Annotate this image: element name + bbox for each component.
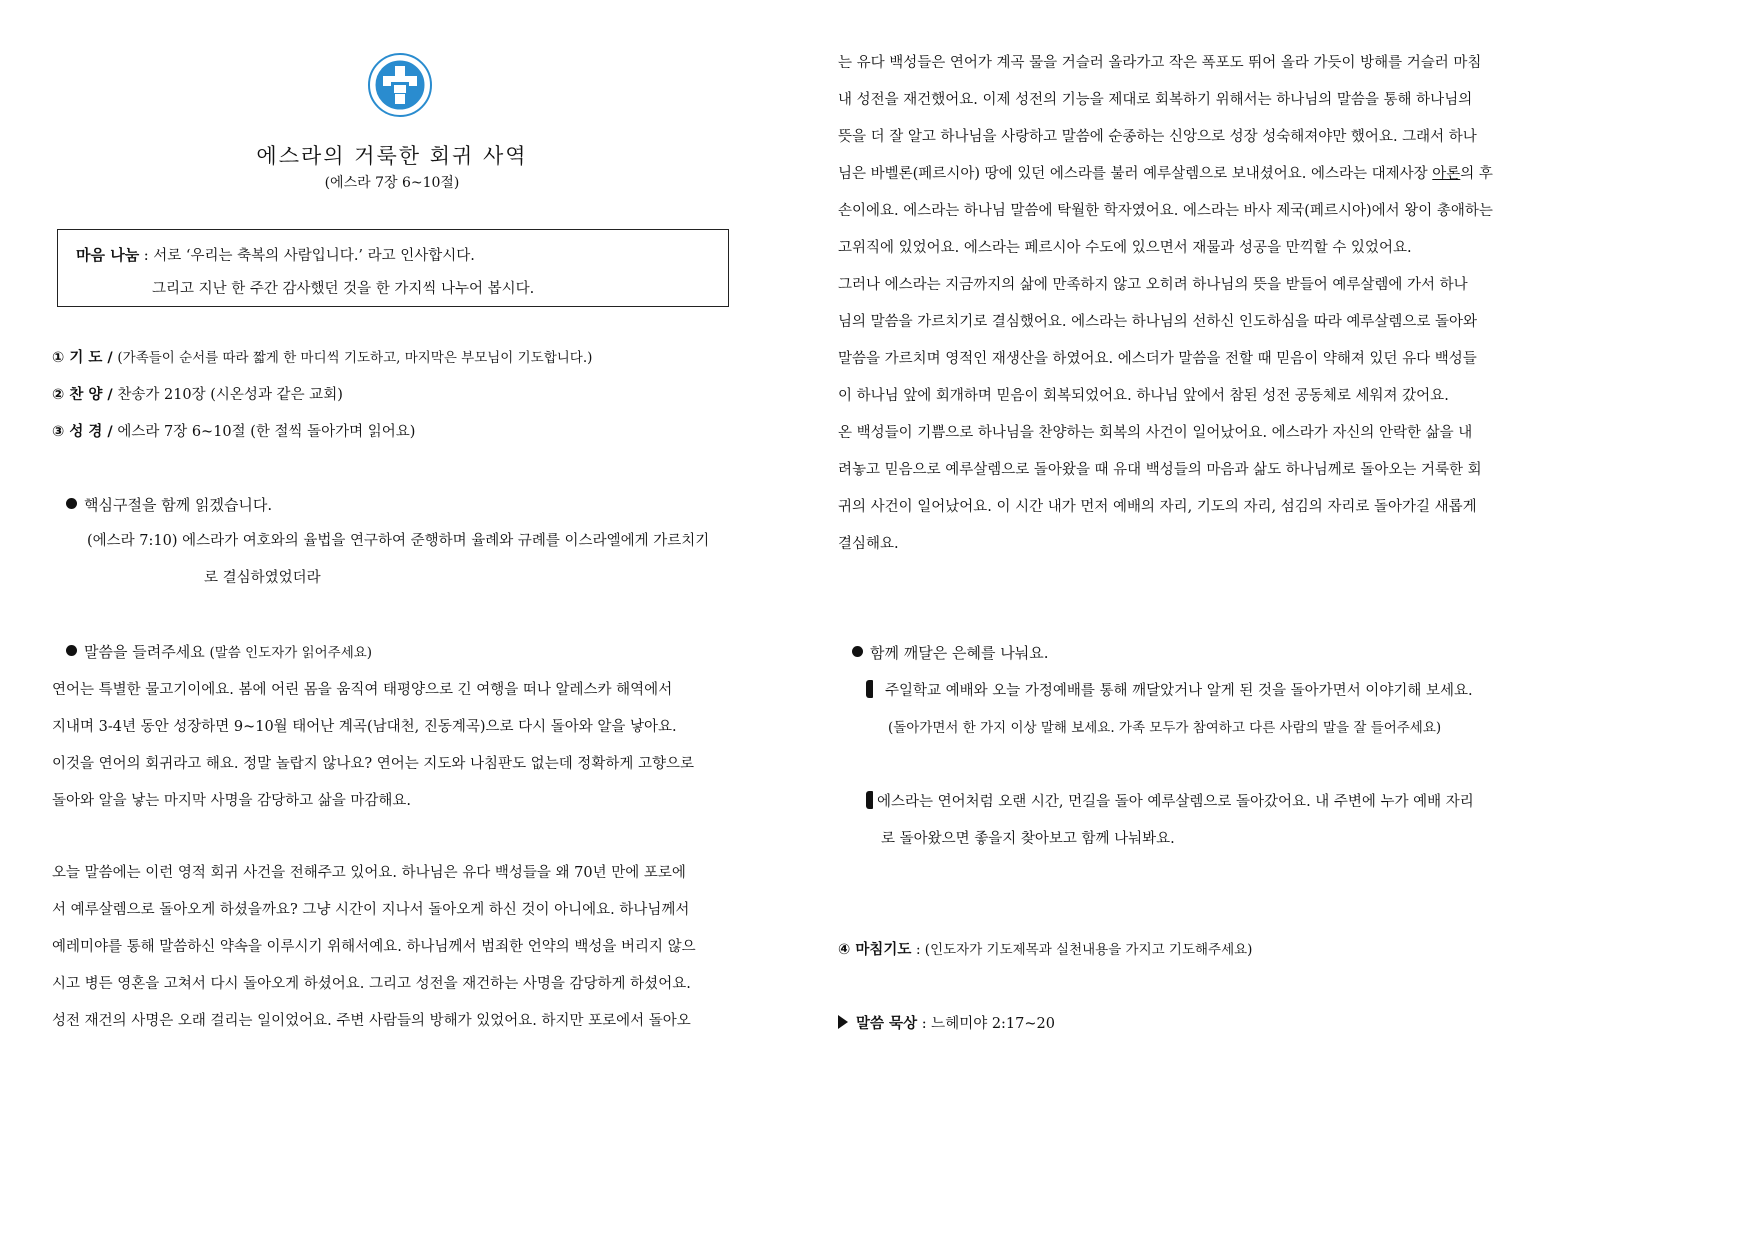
text-line: 이 하나님 앞에 회개하며 믿음이 회복되었어요. 하나님 앞에서 참된 성전 공동체로 세워져 갔어요. xyxy=(838,388,1449,404)
sermon-para-1 xyxy=(52,672,732,820)
key-verse-line-2: 로 결심하였었더라 xyxy=(204,570,321,586)
page-title: 에스라의 거룩한 회귀 사역 xyxy=(256,144,528,168)
text-line-part: 님은 바벨론(페르시아) 땅에 있던 에스라를 불러 예루살렘으로 보내셨어요. 에스라는 대제사장 xyxy=(838,166,1428,182)
grace-heading-text: 함께 깨달은 은혜를 나눠요. xyxy=(870,644,1049,662)
text-line: 님의 말씀을 가르치기로 결심했어요. 에스라는 하나님의 선하신 인도하심을 따라 예루살렘으로 돌아와 xyxy=(838,314,1477,330)
page-subtitle: (에스라 7장 6~10절) xyxy=(324,175,460,191)
order-scripture-key: ③ 성 경 / xyxy=(52,424,113,440)
text-line-tail: 의 후 xyxy=(1460,166,1493,182)
sermon-para-4 xyxy=(838,267,1518,415)
order-prayer-key: ① 기 도 / xyxy=(52,350,113,366)
text-line: 그러나 에스라는 지금까지의 삶에 만족하지 않고 오히려 하나님의 뜻을 받들어 예루살렘에 가서 하나 xyxy=(838,277,1468,293)
sermon-heading xyxy=(66,641,372,662)
text-line: 예레미야를 통해 말씀하신 약속을 이루시기 위해서예요. 하나님께서 범죄한 언약의 백성을 버리지 않으 xyxy=(52,939,696,955)
closing-prayer xyxy=(838,938,1252,959)
share-text-1: : 서로 ‘우리는 축복의 사람입니다.’ 라고 인사합시다. xyxy=(143,248,475,264)
text-line: 려놓고 믿음으로 예루살렘으로 돌아왔을 때 유대 백성들의 마음과 삶도 하나님께로 돌아오는 거룩한 회 xyxy=(838,462,1482,478)
key-verse-heading xyxy=(66,494,272,515)
sermon-para-3 xyxy=(838,45,1518,267)
meditation-key: 말씀 묵상 xyxy=(856,1016,918,1032)
text-line: 온 백성들이 기쁨으로 하나님을 찬양하는 회복의 사건이 일어났어요. 에스라가 자신의 안락한 삶을 내 xyxy=(838,425,1473,441)
question-marker-icon xyxy=(866,791,873,809)
bullet-1-icon xyxy=(66,498,77,509)
sermon-heading-note: (말씀 인도자가 읽어주세요) xyxy=(209,645,373,661)
meditation xyxy=(838,1012,1055,1033)
text-line: 말씀을 가르치며 영적인 재생산을 하였어요. 에스더가 말씀을 전할 때 믿음이 약해져 있던 유다 백성들 xyxy=(838,351,1477,367)
sermon-para-5 xyxy=(838,415,1518,563)
key-verse-heading-text: 핵심구절을 함께 읽겠습니다. xyxy=(84,496,273,514)
text-line: 지내며 3-4년 동안 성장하면 9~10월 태어난 계곡(남대천, 진동계곡)으로 다시 돌아와 알을 낳아요. xyxy=(52,719,677,735)
order-scripture-text: 에스라 7장 6~10절 (한 절씩 돌아가며 읽어요) xyxy=(117,424,416,440)
grace-question-2-text: 에스라는 연어처럼 오랜 시간, 먼길을 돌아 예루살렘으로 돌아갔어요. 내 주변에 누가 예배 자리 xyxy=(877,794,1474,810)
text-line: 성전 재건의 사명은 오래 걸리는 일이었어요. 주변 사람들의 방해가 있었어요. 하지만 포로에서 돌아오 xyxy=(52,1013,691,1029)
triangle-right-icon xyxy=(838,1015,848,1029)
heart-sharing-box xyxy=(57,229,729,307)
text-line: 서 예루살렘으로 돌아오게 하셨을까요? 그냥 시간이 지나서 돌아오게 하신 것이 아니에요. 하나님께서 xyxy=(52,902,690,918)
meditation-text: : 느헤미야 2:17~20 xyxy=(921,1016,1055,1032)
text-line: 뜻을 더 잘 알고 하나님을 사랑하고 말씀에 순종하는 신앙으로 성장 성숙해져야만 했어요. 그래서 하나 xyxy=(838,129,1477,145)
question-marker-icon xyxy=(866,680,873,698)
bullet-3-icon xyxy=(852,646,863,657)
share-line-2: 그리고 지난 한 주간 감사했던 것을 한 가지씩 나누어 봅시다. xyxy=(152,281,535,297)
grace-question-1-text: 주일학교 예배와 오늘 가정예배를 통해 깨달았거나 알게 된 것을 돌아가면서 이야기해 보세요. xyxy=(885,683,1473,699)
text-line: 오늘 말씀에는 이런 영적 회귀 사건을 전해주고 있어요. 하나님은 유다 백성들을 왜 70년 만에 포로에 xyxy=(52,865,686,881)
text-line: 시고 병든 영혼을 고쳐서 다시 돌아오게 하셨어요. 그리고 성전을 재건하는 사명을 감당하게 하셨어요. xyxy=(52,976,691,992)
share-line-1 xyxy=(76,244,475,265)
text-line xyxy=(838,156,1518,193)
sermon-para-2 xyxy=(52,855,732,1040)
grace-question-1 xyxy=(866,679,1473,700)
text-line: 돌아와 알을 낳는 마지막 사명을 감당하고 삶을 마감해요. xyxy=(52,793,412,809)
order-praise-text: 찬송가 210장 (시온성과 같은 교회) xyxy=(117,387,343,403)
text-line: 내 성전을 재건했어요. 이제 성전의 기능을 제대로 회복하기 위해서는 하나님의 말씀을 통해 하나님의 xyxy=(838,92,1473,108)
text-line: 이것을 연어의 회귀라고 해요. 정말 놀랍지 않나요? 연어는 지도와 나침판도 없는데 정확하게 고향으로 xyxy=(52,756,694,772)
closing-prayer-key: ④ 마침기도 xyxy=(838,942,912,958)
order-praise-key: ② 찬 양 / xyxy=(52,387,113,403)
text-line: 귀의 사건이 일어났어요. 이 시간 내가 먼저 예배의 자리, 기도의 자리, 섬김의 자리로 돌아가길 새롭게 xyxy=(838,499,1477,515)
text-line: 고위직에 있었어요. 에스라는 페르시아 수도에 있으면서 재물과 성공을 만끽할 수 있었어요. xyxy=(838,240,1412,256)
share-label: 마음 나눔 xyxy=(76,246,140,264)
grace-question-2-line-2: 로 돌아왔으면 좋을지 찾아보고 함께 나눠봐요. xyxy=(881,831,1175,847)
sermon-heading-text: 말씀을 들려주세요 xyxy=(84,643,205,661)
order-scripture xyxy=(52,420,415,441)
order-prayer xyxy=(52,346,592,367)
text-line: 결심해요. xyxy=(838,536,899,552)
grace-heading xyxy=(852,642,1048,663)
church-logo xyxy=(367,52,433,118)
underlined-word: 아론 xyxy=(1432,166,1461,182)
text-line: 연어는 특별한 물고기이에요. 봄에 어린 몸을 움직여 태평양으로 긴 여행을 떠나 알레스카 해역에서 xyxy=(52,682,673,698)
text-line: 손이에요. 에스라는 하나님 말씀에 탁월한 학자였어요. 에스라는 바사 제국(페르시아)에서 왕이 총애하는 xyxy=(838,203,1493,219)
order-prayer-text: (가족들이 순서를 따라 짧게 한 마디씩 기도하고, 마지막은 부모님이 기도합니다.) xyxy=(117,350,593,366)
closing-prayer-text: : (인도자가 기도제목과 실천내용을 가지고 기도해주세요) xyxy=(915,942,1253,958)
grace-question-1-note: (돌아가면서 한 가지 이상 말해 보세요. 가족 모두가 참여하고 다른 사람의 말을 잘 들어주세요) xyxy=(888,720,1442,736)
grace-question-2 xyxy=(866,790,1474,811)
bullet-2-icon xyxy=(66,645,77,656)
text-line: 는 유다 백성들은 연어가 계곡 물을 거슬러 올라가고 작은 폭포도 뛰어 올라 가듯이 방해를 거슬러 마침 xyxy=(838,55,1482,71)
order-praise xyxy=(52,383,343,404)
key-verse-line-1: (에스라 7:10) 에스라가 여호와의 율법을 연구하여 준행하며 율례와 규례를 이스라엘에게 가르치기 xyxy=(87,533,710,549)
